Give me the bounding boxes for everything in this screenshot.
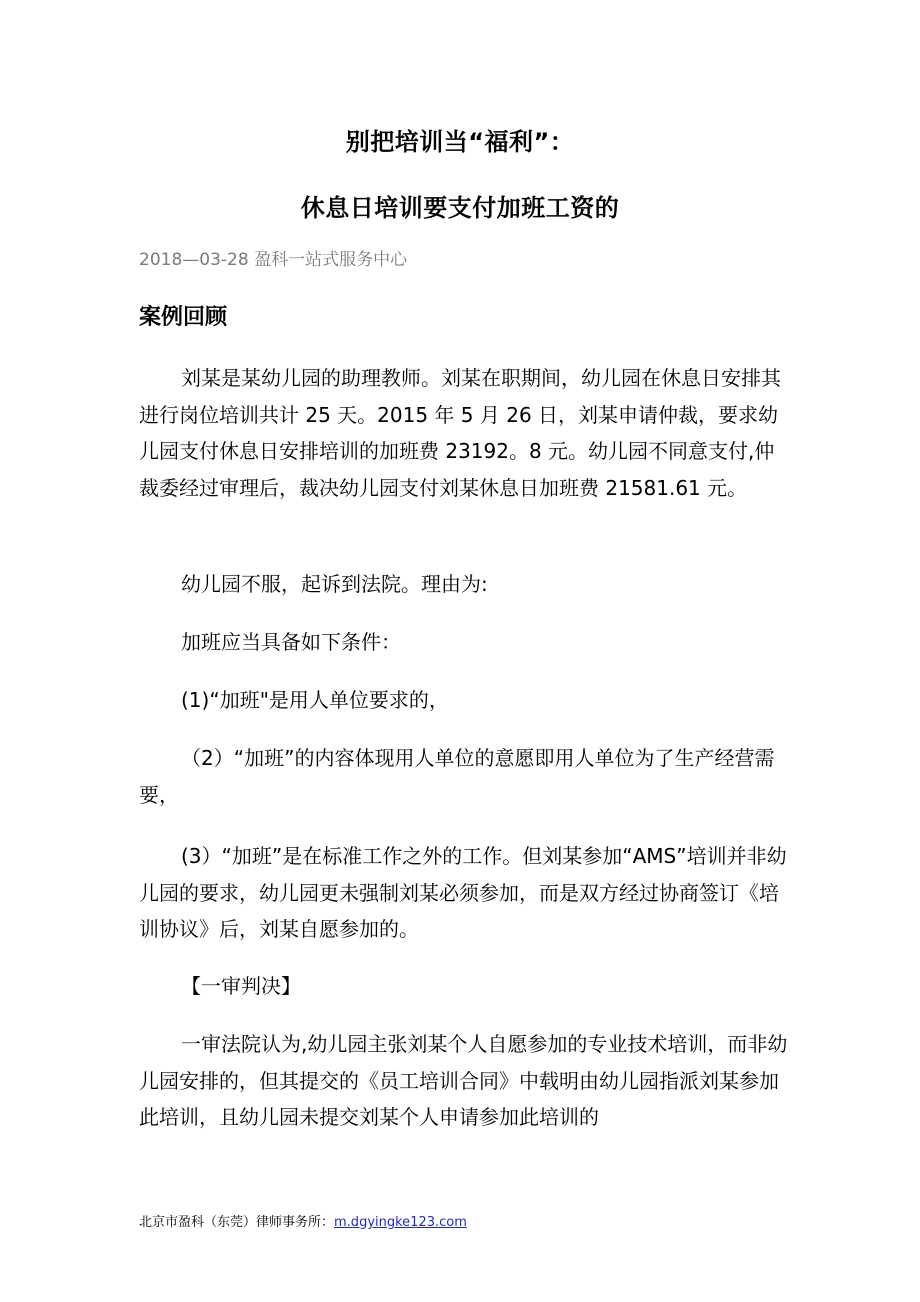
paragraph-condition-2: （2）“加班”的内容体现用人单位的意愿即用人单位为了生产经营需要，	[139, 746, 775, 807]
paragraph-case-summary: 刘某是某幼儿园的助理教师。刘某在职期间，幼儿园在休息日安排其进行岗位培训共计 25 天。2015 年 5 月 26 日，刘某申请仲裁，要求幼儿园支付休息日安排培训的加班费 23192。8 元。幼儿园不同意支付,仲裁委经过审理后，裁决幼儿园支付刘某休息日加班费 21581.61 元。	[139, 366, 781, 500]
footer-link[interactable]: m.dgyingke123.com	[334, 1215, 467, 1230]
paragraph-appeal: 幼儿园不服，起诉到法院。理由为:	[181, 572, 488, 596]
document-title-line-1: 别把培训当“福利”：	[345, 128, 575, 156]
section-heading: 案例回顾	[139, 305, 228, 330]
paragraph-conditions-intro: 加班应当具备如下条件：	[181, 630, 401, 654]
document-title-line-2: 休息日培训要支付加班工资的	[300, 194, 620, 222]
paragraph-first-instance-heading: 【一审判决】	[181, 974, 301, 998]
paragraph-condition-3: (3）“加班”是在标准工作之外的工作。但刘某参加“AMS”培训并非幼儿园的要求，幼儿园更未强制刘某必须参加，而是双方经过协商签订《培训协议》后，刘某自愿参加的。	[139, 844, 787, 941]
paragraph-condition-1: (1)“加班"是用人单位要求的，	[181, 688, 449, 712]
page-footer	[139, 1211, 467, 1230]
publish-meta: 2018—03-28 盈科一站式服务中心	[139, 250, 408, 270]
paragraph-first-instance-ruling: 一审法院认为,幼儿园主张刘某个人自愿参加的专业技术培训，而非幼儿园安排的，但其提交的《员工培训合同》中载明由幼儿园指派刘某参加此培训，且幼儿园未提交刘某个人申请参加此培训的	[139, 1032, 788, 1129]
footer-label: 北京市盈科（东莞）律师事务所：	[139, 1215, 335, 1230]
